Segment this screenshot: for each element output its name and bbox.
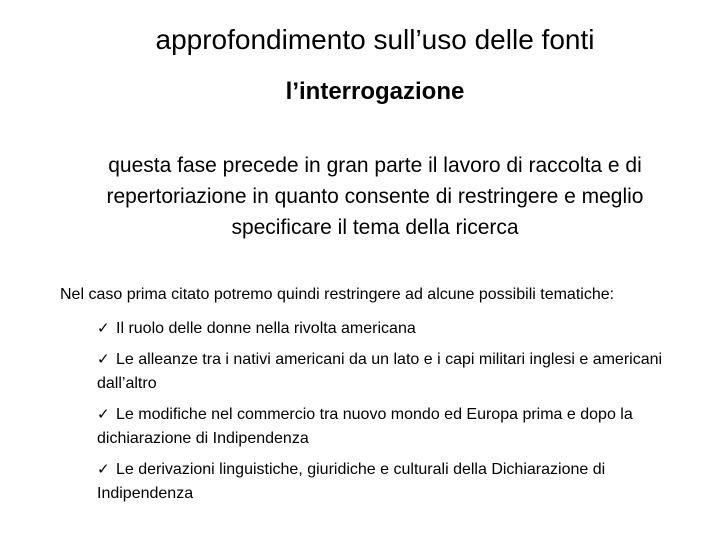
topic-text: Le alleanze tra i nativi americani da un lato e i capi militari inglesi e americani dall’altro <box>97 351 663 392</box>
topic-list <box>97 316 697 512</box>
topic-item <box>97 457 697 506</box>
topic-item <box>97 316 697 341</box>
check-icon: ✓ <box>97 405 110 423</box>
topic-text: Le modifiche nel commercio tra nuovo mondo ed Europa prima e dopo la dichiarazione di Indipendenza <box>97 406 633 447</box>
intro-paragraph: questa fase precede in gran parte il lavoro di raccolta e di repertoriazione in quanto consente di restringere e meglio specificare il tema della ricerca <box>106 154 644 239</box>
topic-text: Le derivazioni linguistiche, giuridiche e culturali della Dichiarazione di Indipendenza <box>97 461 606 502</box>
topic-item <box>97 347 697 396</box>
topic-text: Il ruolo delle donne nella rivolta americana <box>116 320 416 337</box>
lead-sentence: Nel caso prima citato potremo quindi restringere ad alcune possibili tematiche: <box>60 286 615 303</box>
check-icon: ✓ <box>97 460 110 478</box>
topic-item <box>97 402 697 451</box>
slide-subtitle: l’interrogazione <box>285 78 465 105</box>
check-icon: ✓ <box>97 350 110 368</box>
check-icon: ✓ <box>97 319 110 337</box>
slide-title: approfondimento sull’uso delle fonti <box>155 24 595 55</box>
